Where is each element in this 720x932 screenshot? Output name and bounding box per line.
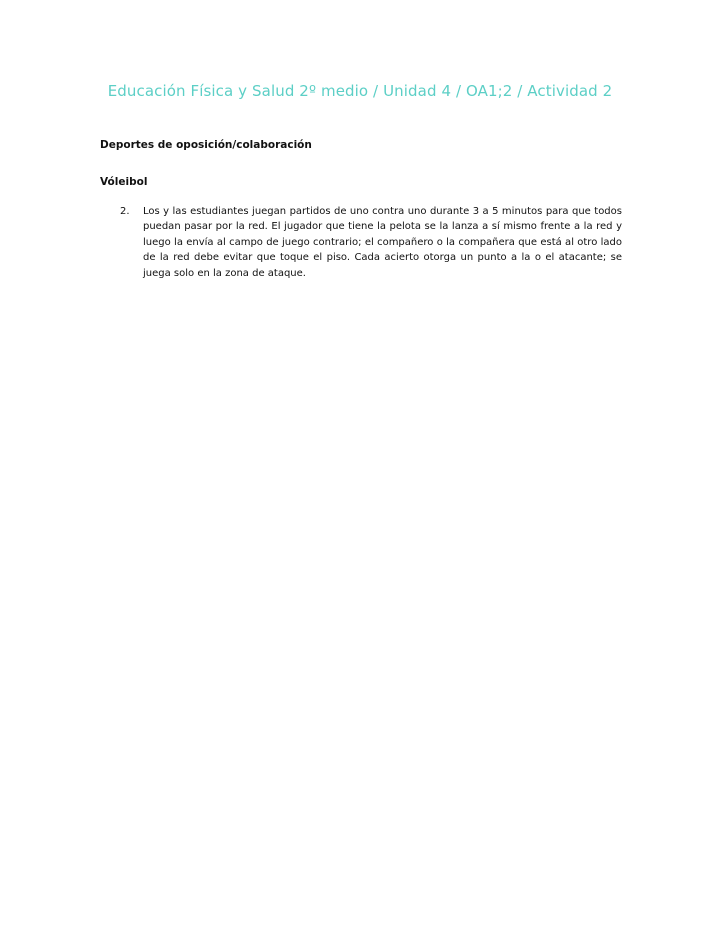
activity-list [100,204,622,281]
list-item-text: Los y las estudiantes juegan partidos de uno contra uno durante 3 a 5 minutos para que todos puedan pasar por la red. El jugador que tiene la pelota se la lanza a sí mismo frente a la red y luego la envía al campo de juego contrario; el compañero o la compañera que está al otro lado de la red debe evitar que toque el piso. Cada acierto otorga un punto a la o el atacante; se juega solo en la zona de ataque. [143,206,622,279]
section-heading: Deportes de oposición/colaboración [100,139,312,151]
list-item [100,204,622,281]
document-title: Educación Física y Salud 2º medio / Unidad 4 / OA1;2 / Actividad 2 [107,82,613,100]
subsection-heading: Vóleibol [100,176,148,188]
list-item-number: 2. [120,206,130,217]
